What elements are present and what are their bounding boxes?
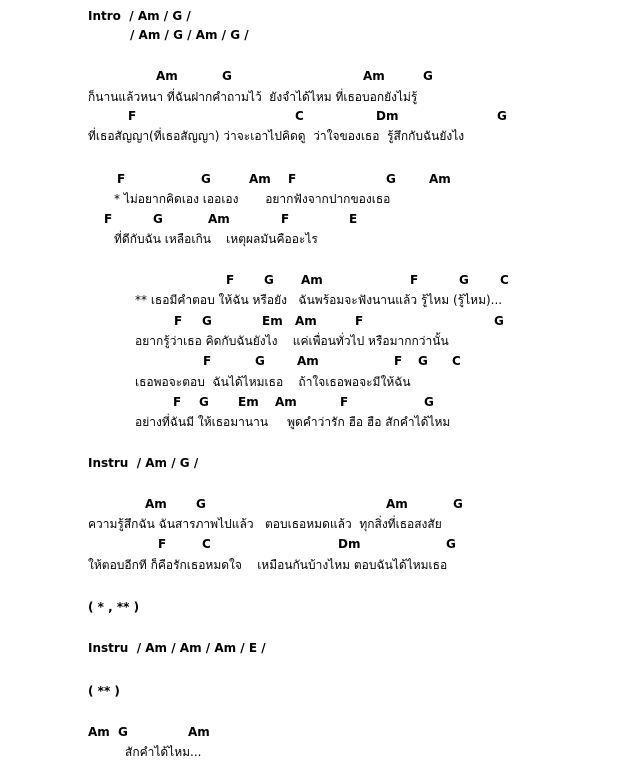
instrumental-line: Instru / Am / Am / Am / E / <box>88 641 266 655</box>
chord: Am <box>429 172 451 186</box>
chord: Em <box>238 395 259 409</box>
chord: Am <box>249 172 271 186</box>
chord: G <box>153 212 163 226</box>
chord: G <box>202 314 212 328</box>
chord: G <box>201 172 211 186</box>
chord: Am <box>188 725 210 739</box>
chord: F <box>128 109 137 123</box>
chord: F <box>158 537 167 551</box>
lyric-line: อยากรู้ว่าเธอ คิดกับฉันยังไง แค่เพื่อนทั่วไป หรือมากกว่านั้น <box>135 334 449 348</box>
chord: Am <box>156 69 178 83</box>
chord: G <box>199 395 209 409</box>
chord: F <box>288 172 297 186</box>
chord: F <box>410 273 419 287</box>
chord: Em <box>262 314 283 328</box>
chord: G <box>386 172 396 186</box>
chord: Am <box>275 395 297 409</box>
chord: F <box>117 172 126 186</box>
instrumental-line: Instru / Am / G / <box>88 456 199 470</box>
chord: F <box>340 395 349 409</box>
chord: G <box>423 69 433 83</box>
lyric-line: * ไม่อยากคิดเอง เออเอง อยากฟังจากปากของเธอ <box>114 192 391 206</box>
lyric-line: ให้ตอบอีกที ก็คือรักเธอหมดใจ เหมือนกันบ้างไหม ตอบฉันได้ไหมเธอ <box>88 558 448 572</box>
chord: E <box>349 212 358 226</box>
repeat-marker: ( ** ) <box>88 684 120 698</box>
chord: Am <box>363 69 385 83</box>
lyric-line: ที่เธอสัญญา(ที่เธอสัญญา) ว่าจะเอาไปคิดดู ว่าใจของเธอ รู้สึกกับฉันยังไง <box>88 129 465 143</box>
chord: G <box>255 354 265 368</box>
lyric-line: ก็นานแล้วหนา ที่ฉันฝากคำถามไว้ ยังจำได้ไหม ที่เธอบอกยังไม่รู้ <box>88 90 418 104</box>
chord: G <box>264 273 274 287</box>
chord: F <box>174 314 183 328</box>
lyric-line: ความรู้สึกฉัน ฉันสารภาพไปแล้ว ตอบเธอหมดแล้ว ทุกสิ่งที่เธอสงสัย <box>88 517 442 531</box>
chord: C <box>452 354 461 368</box>
chord: G <box>446 537 456 551</box>
chord: Am <box>208 212 230 226</box>
chord: Am <box>301 273 323 287</box>
chord: C <box>500 273 509 287</box>
chord: G <box>118 725 128 739</box>
chord: G <box>424 395 434 409</box>
chord: F <box>355 314 364 328</box>
lyric-line: อย่างที่ฉันมี ให้เธอมานาน พูดคำว่ารัก ฮือ ฮือ สักคำได้ไหม <box>135 415 451 429</box>
chord: C <box>202 537 211 551</box>
chord: Am <box>88 725 110 739</box>
chord: F <box>226 273 235 287</box>
chord: F <box>104 212 113 226</box>
chord: Dm <box>338 537 361 551</box>
chord: C <box>295 109 304 123</box>
chord: F <box>394 354 403 368</box>
chord: G <box>222 69 232 83</box>
lyric-line: ที่ดีกับฉัน เหลือเกิน เหตุผลมันคืออะไร <box>114 232 318 246</box>
chord: Am <box>295 314 317 328</box>
lyric-line: เธอพอจะตอบ ฉันได้ไหมเธอ ถ้าใจเธอพอจะมีให้ฉัน <box>135 375 411 389</box>
lyric-line: ** เธอมีคำตอบ ให้ฉัน หรือยัง ฉันพร้อมจะฟังนานแล้ว รู้ไหม (รู้ไหม)... <box>135 293 503 307</box>
chord: G <box>196 497 206 511</box>
chord: Dm <box>376 109 399 123</box>
chord: G <box>418 354 428 368</box>
chord: Am <box>145 497 167 511</box>
repeat-marker: ( * , ** ) <box>88 600 140 614</box>
chord: F <box>281 212 290 226</box>
chord: G <box>459 273 469 287</box>
chord: G <box>497 109 507 123</box>
chord: F <box>203 354 212 368</box>
lyric-line: สักคำได้ไหม... <box>125 745 202 759</box>
intro-label: Intro / Am / G / <box>88 9 191 23</box>
chord: G <box>494 314 504 328</box>
chord: Am <box>297 354 319 368</box>
chord: Am <box>386 497 408 511</box>
chord: G <box>453 497 463 511</box>
intro-chords: / Am / G / Am / G / <box>130 28 249 42</box>
chord: F <box>173 395 182 409</box>
